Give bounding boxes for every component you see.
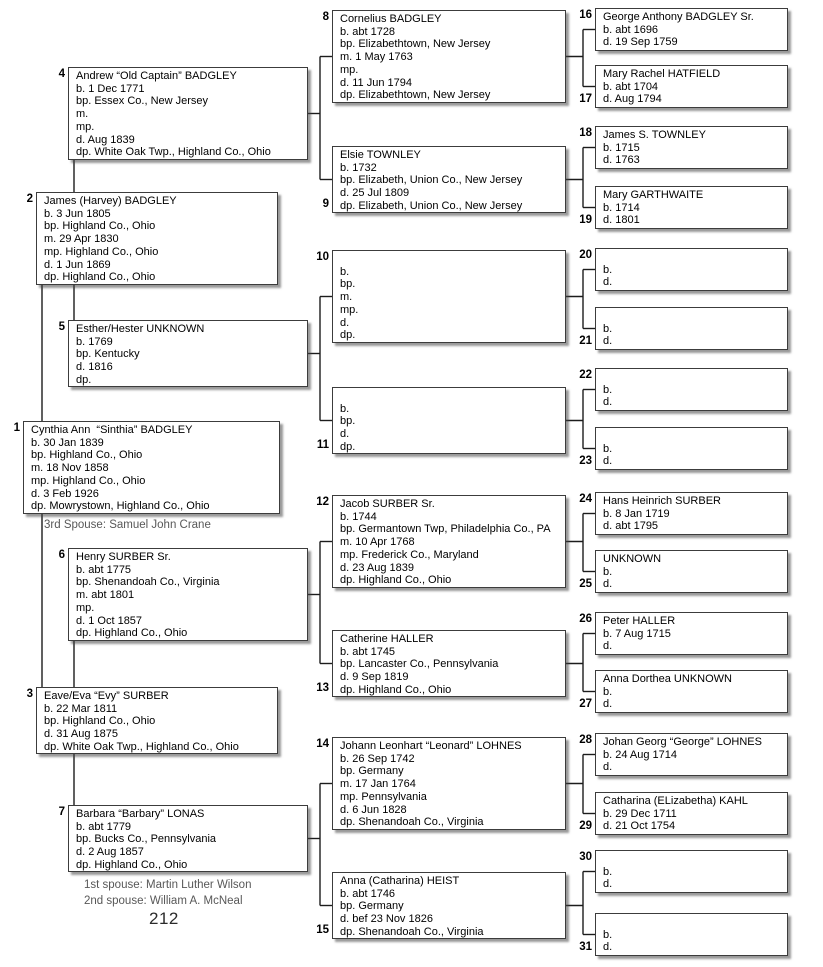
person-number-7: 7 xyxy=(58,806,65,818)
person-detail-line: d. 3 Feb 1926 xyxy=(31,487,99,500)
person-number-8: 8 xyxy=(322,11,329,23)
person-detail-line: b. abt 1746 xyxy=(340,887,396,900)
person-box-23 xyxy=(595,427,788,470)
person-detail-line: d. 31 Aug 1875 xyxy=(44,728,119,741)
person-number-10: 10 xyxy=(316,251,329,263)
person-name: Hans Heinrich SURBER xyxy=(603,495,721,507)
person-detail-line: dp. Highland Co., Ohio xyxy=(76,627,188,640)
person-detail-line: m. 29 Apr 1830 xyxy=(44,233,119,246)
person-name xyxy=(603,430,783,443)
person-number-5: 5 xyxy=(58,321,65,333)
person-detail-line: m. xyxy=(340,291,353,304)
person-box-1 xyxy=(23,421,280,514)
person-box-27 xyxy=(595,670,788,713)
person-detail-line: dp. Highland Co., Ohio xyxy=(340,683,452,696)
person-detail-line: dp. White Oak Twp., Highland Co., Ohio xyxy=(76,146,271,159)
person-detail-line: dp. xyxy=(340,329,356,342)
person-number-4: 4 xyxy=(58,68,65,80)
person-detail-line: b. 3 Jun 1805 xyxy=(44,207,111,220)
person-detail-line: b. 1732 xyxy=(340,161,377,174)
person-name: George Anthony BADGLEY Sr. xyxy=(603,11,754,23)
person-detail-line: dp. White Oak Twp., Highland Co., Ohio xyxy=(44,740,239,753)
person-number-26: 26 xyxy=(579,613,592,625)
person-number-13: 13 xyxy=(316,682,329,694)
person-box-9 xyxy=(332,146,566,213)
person-detail-line: d. 2 Aug 1857 xyxy=(76,846,144,859)
person-number-1: 1 xyxy=(13,422,20,434)
person-detail-line: bp. xyxy=(340,278,356,291)
person-number-17: 17 xyxy=(579,93,592,105)
person-name xyxy=(603,310,783,323)
person-box-24 xyxy=(595,492,788,535)
person-detail-line: b. 24 Aug 1714 xyxy=(603,748,678,761)
person-detail-line: b. xyxy=(603,322,613,335)
person-detail-line: b. 1769 xyxy=(76,335,113,348)
person-box-6 xyxy=(68,548,308,641)
person-detail-line: d. xyxy=(603,276,613,289)
person-detail-line: bp. Highland Co., Ohio xyxy=(44,220,156,233)
person-box-17 xyxy=(595,65,788,108)
person-detail-line: d. 25 Jul 1809 xyxy=(340,187,410,200)
note-second-spouse: 2nd spouse: William A. McNeal xyxy=(84,895,243,907)
person-name: Johan Georg “George” LOHNES xyxy=(603,736,762,748)
person-detail-line: bp. Bucks Co., Pennsylvania xyxy=(76,833,217,846)
person-detail-line: mp. xyxy=(340,63,359,76)
person-box-31 xyxy=(595,913,788,956)
person-detail-line: d. 1 Oct 1857 xyxy=(76,614,143,627)
person-box-21 xyxy=(595,307,788,350)
person-name: Catherine HALLER xyxy=(340,633,434,645)
person-box-12 xyxy=(332,495,566,588)
person-detail-line: b. 22 Mar 1811 xyxy=(44,702,118,715)
person-detail-line: d. 19 Sep 1759 xyxy=(603,36,678,49)
person-detail-line: dp. Elizabeth, Union Co., New Jersey xyxy=(340,199,523,212)
person-box-18 xyxy=(595,126,788,169)
person-detail-line: bp. Essex Co., New Jersey xyxy=(76,95,209,108)
person-number-25: 25 xyxy=(579,578,592,590)
person-detail-line: d. xyxy=(340,316,350,329)
person-detail-line: bp. Germany xyxy=(340,900,404,913)
person-box-22 xyxy=(595,368,788,411)
person-detail-line: b. xyxy=(603,263,613,276)
person-detail-line: bp. Lancaster Co., Pennsylvania xyxy=(340,658,499,671)
person-box-2 xyxy=(36,192,278,285)
person-number-19: 19 xyxy=(579,214,592,226)
person-detail-line: mp. Pennsylvania xyxy=(340,790,427,803)
person-detail-line: b. abt 1779 xyxy=(76,820,132,833)
person-box-28 xyxy=(595,733,788,776)
person-detail-line: mp. Frederick Co., Maryland xyxy=(340,548,479,561)
person-box-10 xyxy=(332,250,566,343)
person-name: Anna (Catharina) HEIST xyxy=(340,875,460,887)
person-box-5 xyxy=(68,320,308,387)
person-detail-line: b. 26 Sep 1742 xyxy=(340,752,415,765)
person-detail-line: d. 6 Jun 1828 xyxy=(340,803,407,816)
person-number-24: 24 xyxy=(579,493,592,505)
person-box-29 xyxy=(595,792,788,835)
person-detail-line: d. Aug 1839 xyxy=(76,133,135,146)
person-name: Cornelius BADGLEY xyxy=(340,13,442,25)
person-number-11: 11 xyxy=(316,439,329,451)
person-box-3 xyxy=(36,687,278,754)
person-name xyxy=(603,916,783,929)
person-detail-line: d. xyxy=(603,455,613,468)
person-name: UNKNOWN xyxy=(603,553,662,565)
person-detail-line: d. xyxy=(603,941,613,954)
person-name: Andrew “Old Captain” BADGLEY xyxy=(76,70,237,82)
person-name: Cynthia Ann “Sinthia” BADGLEY xyxy=(31,424,193,436)
person-name: Johann Leonhart “Leonard” LOHNES xyxy=(340,740,522,752)
person-detail-line: b. xyxy=(603,442,613,455)
person-box-30 xyxy=(595,850,788,893)
person-detail-line: m. 10 Apr 1768 xyxy=(340,536,415,549)
person-detail-line: dp. Highland Co., Ohio xyxy=(340,574,452,587)
person-detail-line: mp. xyxy=(76,601,95,614)
person-name: Henry SURBER Sr. xyxy=(76,551,171,563)
person-detail-line: b. abt 1775 xyxy=(76,563,132,576)
person-name: Eave/Eva “Evy” SURBER xyxy=(44,690,169,702)
person-box-11 xyxy=(332,387,566,454)
person-detail-line: bp. Elizabethtown, New Jersey xyxy=(340,38,491,51)
person-number-2: 2 xyxy=(26,193,33,205)
person-detail-line: b. xyxy=(340,402,350,415)
person-detail-line: d. 1 Jun 1869 xyxy=(44,258,111,271)
person-detail-line: dp. xyxy=(340,440,356,453)
person-detail-line: b. xyxy=(603,383,613,396)
person-name: James S. TOWNLEY xyxy=(603,129,706,141)
person-detail-line: bp. Germantown Twp, Philadelphia Co., PA xyxy=(340,523,551,536)
person-detail-line: bp. xyxy=(340,415,356,428)
person-detail-line: m. xyxy=(76,108,89,121)
person-detail-line: d. xyxy=(603,396,613,409)
person-number-21: 21 xyxy=(579,335,592,347)
person-box-19 xyxy=(595,186,788,229)
person-number-31: 31 xyxy=(579,941,592,953)
person-detail-line: b. abt 1704 xyxy=(603,80,659,93)
person-detail-line: d. xyxy=(603,578,613,591)
person-detail-line: d. xyxy=(603,761,613,774)
person-box-26 xyxy=(595,612,788,655)
person-detail-line: d. 1801 xyxy=(603,214,640,227)
person-detail-line: b. xyxy=(603,685,613,698)
person-detail-line: b. abt 1696 xyxy=(603,23,659,36)
person-number-12: 12 xyxy=(316,496,329,508)
person-name: Mary GARTHWAITE xyxy=(603,189,704,201)
person-number-3: 3 xyxy=(26,688,33,700)
person-detail-line: b. 29 Dec 1711 xyxy=(603,807,677,820)
person-number-18: 18 xyxy=(579,127,592,139)
person-detail-line: d. xyxy=(603,640,613,653)
person-detail-line: d. bef 23 Nov 1826 xyxy=(340,913,433,926)
person-detail-line: d. abt 1795 xyxy=(603,520,659,533)
person-detail-line: mp. Highland Co., Ohio xyxy=(31,474,146,487)
person-detail-line: b. abt 1745 xyxy=(340,645,396,658)
person-detail-line: mp. xyxy=(76,120,95,133)
person-number-20: 20 xyxy=(579,249,592,261)
person-detail-line: d. 1763 xyxy=(603,154,640,167)
person-detail-line: d. 9 Sep 1819 xyxy=(340,671,409,684)
person-number-23: 23 xyxy=(579,455,592,467)
person-box-14 xyxy=(332,737,566,830)
person-detail-line: d. xyxy=(603,878,613,891)
person-detail-line: b. 7 Aug 1715 xyxy=(603,627,671,640)
person-number-16: 16 xyxy=(579,9,592,21)
note-third-spouse: 3rd Spouse: Samuel John Crane xyxy=(44,519,211,531)
person-detail-line: b. abt 1728 xyxy=(340,25,396,38)
person-detail-line: b. 1744 xyxy=(340,510,377,523)
person-detail-line: d. xyxy=(340,428,350,441)
person-detail-line: dp. Mowrystown, Highland Co., Ohio xyxy=(31,500,210,513)
person-detail-line: bp. Elizabeth, Union Co., New Jersey xyxy=(340,174,523,187)
person-detail-line: d. Aug 1794 xyxy=(603,93,662,106)
person-box-16 xyxy=(595,8,788,51)
person-detail-line: b. xyxy=(340,265,350,278)
person-name: Mary Rachel HATFIELD xyxy=(603,68,721,80)
person-number-15: 15 xyxy=(316,924,329,936)
person-number-6: 6 xyxy=(58,549,65,561)
person-name: Barbara “Barbary” LONAS xyxy=(76,808,205,820)
person-box-4 xyxy=(68,67,308,160)
person-detail-line: bp. Shenandoah Co., Virginia xyxy=(76,576,220,589)
person-detail-line: bp. Highland Co., Ohio xyxy=(31,449,143,462)
person-box-15 xyxy=(332,872,566,939)
person-detail-line: dp. Elizabethtown, New Jersey xyxy=(340,89,491,102)
person-name xyxy=(340,253,561,266)
person-detail-line: b. xyxy=(603,565,613,578)
person-name: Catharina (ELizabetha) KAHL xyxy=(603,795,748,807)
person-detail-line: dp. xyxy=(76,373,92,386)
person-number-27: 27 xyxy=(579,698,592,710)
person-detail-line: d. 23 Aug 1839 xyxy=(340,561,415,574)
person-name xyxy=(603,853,783,866)
person-box-7 xyxy=(68,805,308,872)
person-detail-line: m. 1 May 1763 xyxy=(340,51,413,64)
person-box-25 xyxy=(595,550,788,593)
person-detail-line: dp. Shenandoah Co., Virginia xyxy=(340,816,484,829)
person-box-20 xyxy=(595,248,788,291)
person-detail-line: dp. Shenandoah Co., Virginia xyxy=(340,925,484,938)
person-box-13 xyxy=(332,630,566,697)
person-detail-line: mp. xyxy=(340,303,359,316)
person-detail-line: b. 1715 xyxy=(603,141,640,154)
person-detail-line: b. 30 Jan 1839 xyxy=(31,436,104,449)
person-name xyxy=(340,390,561,403)
person-detail-line: d. xyxy=(603,335,613,348)
person-detail-line: b. 1714 xyxy=(603,201,640,214)
person-name: Peter HALLER xyxy=(603,615,676,627)
person-name: Elsie TOWNLEY xyxy=(340,149,421,161)
person-name: Jacob SURBER Sr. xyxy=(340,498,435,510)
note-first-spouse: 1st spouse: Martin Luther Wilson xyxy=(84,879,252,891)
person-detail-line: bp. Highland Co., Ohio xyxy=(44,715,156,728)
person-number-14: 14 xyxy=(316,738,329,750)
person-name xyxy=(603,251,783,264)
person-detail-line: b. 1 Dec 1771 xyxy=(76,82,145,95)
person-detail-line: b. xyxy=(603,865,613,878)
person-detail-line: dp. Highland Co., Ohio xyxy=(76,858,188,871)
person-box-8 xyxy=(332,10,566,103)
person-number-22: 22 xyxy=(579,369,592,381)
person-detail-line: mp. Highland Co., Ohio xyxy=(44,245,159,258)
person-number-30: 30 xyxy=(579,851,592,863)
person-name xyxy=(603,371,783,384)
person-detail-line: m. 18 Nov 1858 xyxy=(31,462,109,475)
person-detail-line: b. xyxy=(603,928,613,941)
person-detail-line: dp. Highland Co., Ohio xyxy=(44,271,156,284)
person-detail-line: d. 11 Jun 1794 xyxy=(340,76,412,89)
person-detail-line: d. 1816 xyxy=(76,361,113,374)
person-number-28: 28 xyxy=(579,734,592,746)
person-name: James (Harvey) BADGLEY xyxy=(44,195,177,207)
person-detail-line: bp. Germany xyxy=(340,765,404,778)
person-detail-line: bp. Kentucky xyxy=(76,348,140,361)
person-number-9: 9 xyxy=(322,198,329,210)
person-detail-line: b. 8 Jan 1719 xyxy=(603,507,670,520)
person-name: Anna Dorthea UNKNOWN xyxy=(603,673,732,685)
person-name: Esther/Hester UNKNOWN xyxy=(76,323,205,335)
page-number: 212 xyxy=(149,909,179,928)
person-detail-line: m. abt 1801 xyxy=(76,589,135,602)
person-detail-line: m. 17 Jan 1764 xyxy=(340,778,416,791)
person-number-29: 29 xyxy=(579,820,592,832)
person-detail-line: d. 21 Oct 1754 xyxy=(603,820,676,833)
person-detail-line: d. xyxy=(603,698,613,711)
